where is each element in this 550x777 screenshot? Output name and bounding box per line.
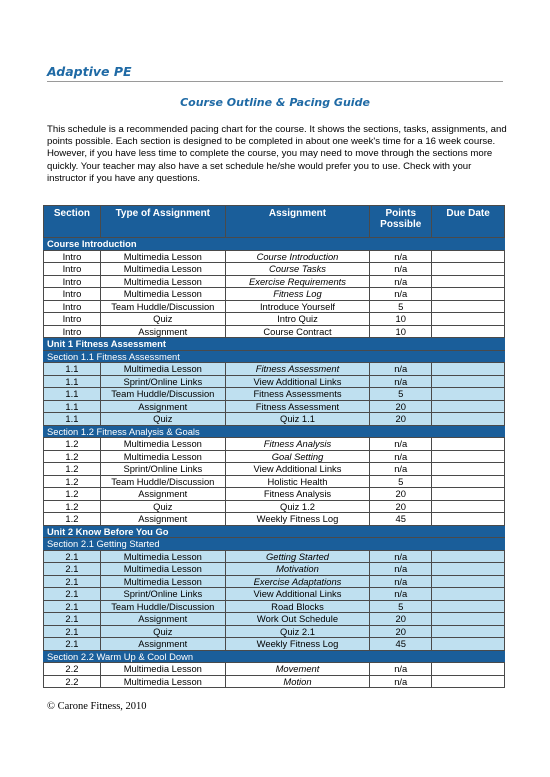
section-heading-row — [44, 425, 505, 438]
table-row — [44, 450, 505, 463]
cell-type: Quiz — [100, 413, 225, 426]
cell-points: n/a — [370, 438, 432, 451]
cell-points: n/a — [370, 263, 432, 276]
cell-section: 1.1 — [44, 388, 101, 401]
cell-type: Team Huddle/Discussion — [100, 388, 225, 401]
table-row — [44, 613, 505, 626]
cell-due-date — [432, 288, 505, 301]
cell-section: 2.1 — [44, 588, 101, 601]
section-heading: Section 2.1 Getting Started — [44, 538, 505, 551]
cell-assignment: Weekly Fitness Log — [225, 638, 370, 651]
cell-due-date — [432, 313, 505, 326]
cell-section: 2.1 — [44, 575, 101, 588]
section-heading: Section 1.1 Fitness Assessment — [44, 350, 505, 363]
cell-type: Sprint/Online Links — [100, 375, 225, 388]
cell-points: 5 — [370, 475, 432, 488]
column-header-assignment: Assignment — [225, 206, 370, 238]
cell-assignment: Exercise Adaptations — [225, 575, 370, 588]
cell-type: Multimedia Lesson — [100, 550, 225, 563]
cell-points: n/a — [370, 375, 432, 388]
cell-section: 1.2 — [44, 475, 101, 488]
cell-section: Intro — [44, 288, 101, 301]
cell-assignment: Movement — [225, 663, 370, 676]
cell-section: Intro — [44, 325, 101, 338]
cell-type: Sprint/Online Links — [100, 463, 225, 476]
table-row — [44, 625, 505, 638]
cell-assignment: Intro Quiz — [225, 313, 370, 326]
table-row — [44, 438, 505, 451]
cell-type: Assignment — [100, 400, 225, 413]
table-row — [44, 313, 505, 326]
table-row — [44, 275, 505, 288]
cell-due-date — [432, 250, 505, 263]
table-row — [44, 588, 505, 601]
table-row — [44, 663, 505, 676]
table-row — [44, 375, 505, 388]
cell-section: 1.2 — [44, 513, 101, 526]
cell-type: Assignment — [100, 488, 225, 501]
table-row — [44, 500, 505, 513]
cell-due-date — [432, 363, 505, 376]
cell-section: 2.1 — [44, 613, 101, 626]
table-row — [44, 413, 505, 426]
cell-points: n/a — [370, 288, 432, 301]
cell-assignment: Course Introduction — [225, 250, 370, 263]
document-title: Course Outline & Pacing Guide — [180, 96, 370, 109]
cell-section: Intro — [44, 275, 101, 288]
header-title: Adaptive PE — [47, 64, 132, 79]
table-row — [44, 300, 505, 313]
cell-points: 20 — [370, 488, 432, 501]
cell-type: Multimedia Lesson — [100, 663, 225, 676]
table-body — [44, 238, 505, 688]
header-divider — [47, 81, 503, 82]
cell-points: n/a — [370, 250, 432, 263]
cell-section: Intro — [44, 300, 101, 313]
section-heading: Section 2.2 Warm Up & Cool Down — [44, 650, 505, 663]
column-header-points: Points Possible — [370, 206, 432, 238]
cell-due-date — [432, 600, 505, 613]
table-row — [44, 600, 505, 613]
cell-section: 1.2 — [44, 500, 101, 513]
cell-section: 2.1 — [44, 638, 101, 651]
column-header-type: Type of Assignment — [100, 206, 225, 238]
cell-type: Multimedia Lesson — [100, 675, 225, 688]
cell-type: Quiz — [100, 313, 225, 326]
pacing-table — [43, 205, 505, 688]
cell-due-date — [432, 563, 505, 576]
cell-points: n/a — [370, 463, 432, 476]
cell-due-date — [432, 613, 505, 626]
section-heading-row — [44, 538, 505, 551]
cell-points: 20 — [370, 400, 432, 413]
cell-type: Quiz — [100, 625, 225, 638]
cell-due-date — [432, 438, 505, 451]
cell-assignment: Fitness Analysis — [225, 488, 370, 501]
cell-points: 20 — [370, 500, 432, 513]
cell-section: Intro — [44, 263, 101, 276]
cell-points: n/a — [370, 563, 432, 576]
cell-assignment: Holistic Health — [225, 475, 370, 488]
cell-due-date — [432, 588, 505, 601]
cell-due-date — [432, 463, 505, 476]
section-heading: Course Introduction — [44, 238, 505, 251]
section-heading-row — [44, 338, 505, 351]
table-row — [44, 575, 505, 588]
table-header-row — [44, 206, 505, 238]
cell-section: 1.2 — [44, 438, 101, 451]
cell-points: n/a — [370, 675, 432, 688]
cell-type: Multimedia Lesson — [100, 250, 225, 263]
cell-section: Intro — [44, 313, 101, 326]
cell-points: 10 — [370, 313, 432, 326]
section-heading-row — [44, 525, 505, 538]
cell-assignment: View Additional Links — [225, 463, 370, 476]
cell-section: 2.1 — [44, 550, 101, 563]
cell-assignment: Quiz 1.2 — [225, 500, 370, 513]
cell-due-date — [432, 325, 505, 338]
cell-assignment: Quiz 1.1 — [225, 413, 370, 426]
table-row — [44, 550, 505, 563]
cell-section: 1.1 — [44, 400, 101, 413]
cell-due-date — [432, 300, 505, 313]
cell-assignment: Quiz 2.1 — [225, 625, 370, 638]
cell-points: 20 — [370, 625, 432, 638]
cell-points: 45 — [370, 513, 432, 526]
cell-type: Multimedia Lesson — [100, 288, 225, 301]
cell-section: 1.1 — [44, 375, 101, 388]
cell-due-date — [432, 413, 505, 426]
cell-type: Sprint/Online Links — [100, 588, 225, 601]
cell-type: Assignment — [100, 613, 225, 626]
cell-section: 1.2 — [44, 488, 101, 501]
cell-assignment: Road Blocks — [225, 600, 370, 613]
table-row — [44, 250, 505, 263]
table-row — [44, 675, 505, 688]
copyright-footer: © Carone Fitness, 2010 — [47, 701, 147, 712]
table-row — [44, 363, 505, 376]
cell-points: 5 — [370, 600, 432, 613]
cell-section: 1.1 — [44, 363, 101, 376]
cell-points: 20 — [370, 413, 432, 426]
table-row — [44, 263, 505, 276]
table-row — [44, 513, 505, 526]
cell-section: Intro — [44, 250, 101, 263]
cell-assignment: Fitness Assessment — [225, 400, 370, 413]
table-row — [44, 288, 505, 301]
table-row — [44, 325, 505, 338]
cell-assignment: Motion — [225, 675, 370, 688]
cell-assignment: Goal Setting — [225, 450, 370, 463]
cell-due-date — [432, 513, 505, 526]
table-row — [44, 400, 505, 413]
cell-due-date — [432, 263, 505, 276]
cell-assignment: Getting Started — [225, 550, 370, 563]
column-header-section: Section — [44, 206, 101, 238]
cell-assignment: Introduce Yourself — [225, 300, 370, 313]
cell-assignment: Course Tasks — [225, 263, 370, 276]
cell-due-date — [432, 550, 505, 563]
cell-type: Multimedia Lesson — [100, 450, 225, 463]
cell-section: 2.2 — [44, 663, 101, 676]
cell-type: Multimedia Lesson — [100, 438, 225, 451]
cell-due-date — [432, 475, 505, 488]
cell-due-date — [432, 275, 505, 288]
cell-type: Multimedia Lesson — [100, 363, 225, 376]
cell-points: 20 — [370, 613, 432, 626]
section-heading: Section 1.2 Fitness Analysis & Goals — [44, 425, 505, 438]
cell-type: Assignment — [100, 638, 225, 651]
column-header-due-date: Due Date — [432, 206, 505, 238]
cell-assignment: Work Out Schedule — [225, 613, 370, 626]
table-row — [44, 475, 505, 488]
cell-type: Quiz — [100, 500, 225, 513]
cell-assignment: Fitness Log — [225, 288, 370, 301]
cell-assignment: Fitness Assessments — [225, 388, 370, 401]
cell-points: n/a — [370, 450, 432, 463]
cell-points: 10 — [370, 325, 432, 338]
table-row — [44, 388, 505, 401]
cell-type: Assignment — [100, 325, 225, 338]
cell-points: 45 — [370, 638, 432, 651]
cell-type: Multimedia Lesson — [100, 563, 225, 576]
table-row — [44, 638, 505, 651]
cell-due-date — [432, 488, 505, 501]
cell-section: 2.2 — [44, 675, 101, 688]
cell-section: 2.1 — [44, 563, 101, 576]
section-heading: Unit 2 Know Before You Go — [44, 525, 505, 538]
cell-type: Multimedia Lesson — [100, 575, 225, 588]
cell-section: 1.1 — [44, 413, 101, 426]
cell-points: n/a — [370, 275, 432, 288]
cell-assignment: Course Contract — [225, 325, 370, 338]
section-heading-row — [44, 650, 505, 663]
section-heading-row — [44, 238, 505, 251]
table-row — [44, 563, 505, 576]
cell-due-date — [432, 400, 505, 413]
cell-points: n/a — [370, 363, 432, 376]
cell-points: n/a — [370, 575, 432, 588]
cell-points: 5 — [370, 300, 432, 313]
cell-points: n/a — [370, 588, 432, 601]
cell-type: Multimedia Lesson — [100, 275, 225, 288]
cell-due-date — [432, 663, 505, 676]
cell-type: Team Huddle/Discussion — [100, 300, 225, 313]
cell-due-date — [432, 638, 505, 651]
cell-due-date — [432, 450, 505, 463]
cell-type: Assignment — [100, 513, 225, 526]
cell-section: 1.2 — [44, 463, 101, 476]
table-row — [44, 488, 505, 501]
cell-section: 2.1 — [44, 625, 101, 638]
cell-due-date — [432, 375, 505, 388]
cell-points: 5 — [370, 388, 432, 401]
cell-type: Team Huddle/Discussion — [100, 600, 225, 613]
cell-assignment: Exercise Requirements — [225, 275, 370, 288]
table-row — [44, 463, 505, 476]
intro-paragraph: This schedule is a recommended pacing chart for the course. It shows the sections, tasks, assignments, and points possible. Each section is designed to be completed in about one week's time for a 16 week course. However, if you have less time to complete the course, you may need to move through the sections more quickly. Your teacher may also have a set schedule he/she would prefer you to use. Check with your instructor if you have any questions. — [47, 124, 507, 184]
cell-assignment: Fitness Analysis — [225, 438, 370, 451]
section-heading: Unit 1 Fitness Assessment — [44, 338, 505, 351]
cell-due-date — [432, 625, 505, 638]
cell-section: 1.2 — [44, 450, 101, 463]
cell-due-date — [432, 388, 505, 401]
cell-points: n/a — [370, 550, 432, 563]
cell-type: Multimedia Lesson — [100, 263, 225, 276]
cell-due-date — [432, 675, 505, 688]
section-heading-row — [44, 350, 505, 363]
cell-due-date — [432, 500, 505, 513]
cell-section: 2.1 — [44, 600, 101, 613]
cell-points: n/a — [370, 663, 432, 676]
cell-assignment: View Additional Links — [225, 375, 370, 388]
cell-assignment: View Additional Links — [225, 588, 370, 601]
cell-assignment: Motivation — [225, 563, 370, 576]
cell-type: Team Huddle/Discussion — [100, 475, 225, 488]
cell-assignment: Fitness Assessment — [225, 363, 370, 376]
cell-assignment: Weekly Fitness Log — [225, 513, 370, 526]
cell-due-date — [432, 575, 505, 588]
